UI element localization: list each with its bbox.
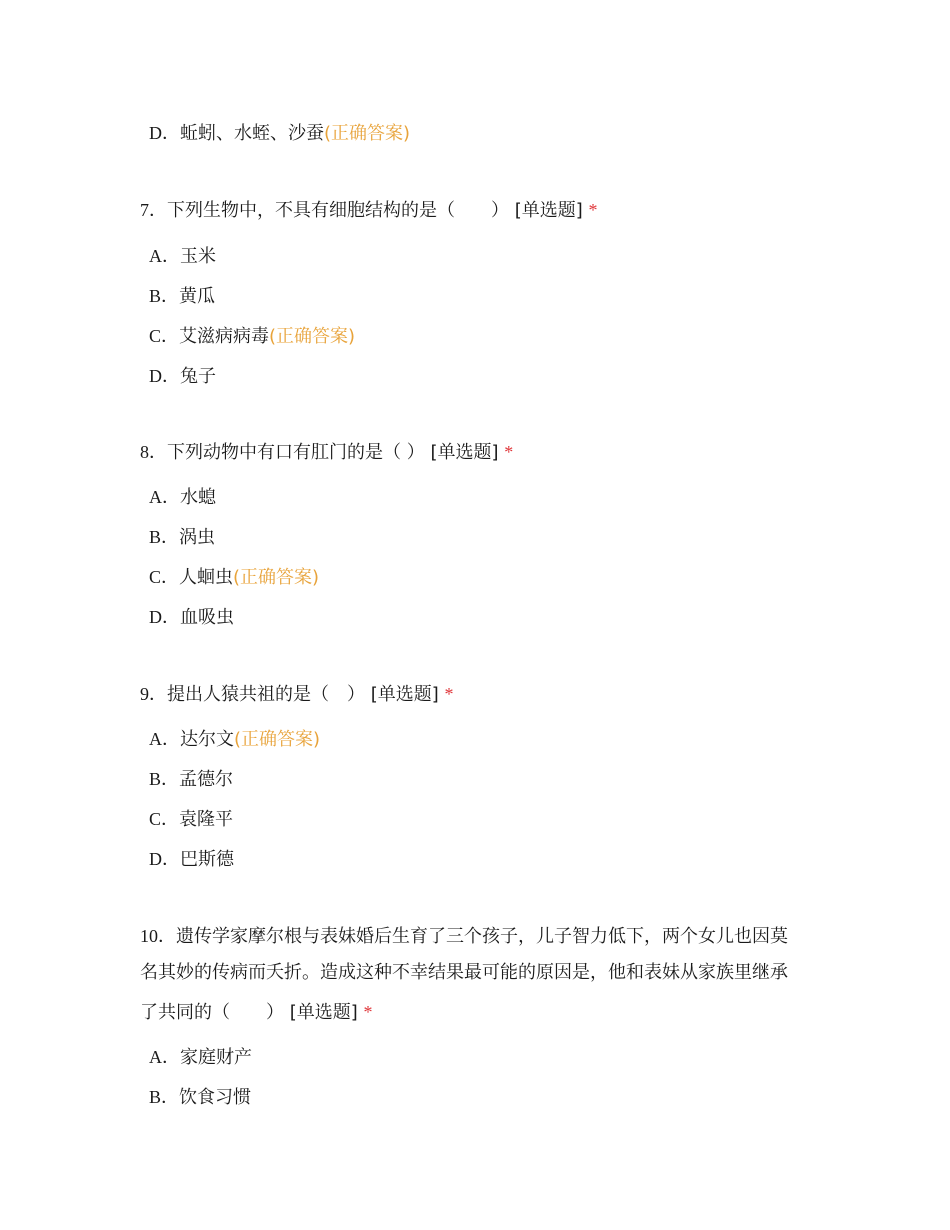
option-text: 饮食习惯 — [179, 1087, 252, 1108]
question-text: 下列生物中，不具有细胞结构的是（ ） — [167, 200, 509, 221]
option-letter: D． — [149, 123, 180, 143]
option-text: 家庭财产 — [180, 1047, 252, 1068]
q6-option-d — [149, 121, 410, 146]
option-text: 血吸虫 — [180, 607, 234, 628]
option-letter: A． — [149, 1047, 180, 1067]
question-8-title — [140, 440, 513, 465]
option-text: 玉米 — [180, 246, 216, 267]
option-letter: D． — [149, 607, 180, 627]
option-text: 兔子 — [180, 366, 216, 387]
q7-option-d — [149, 364, 216, 389]
question-text: 提出人猿共祖的是（ ） — [167, 684, 365, 705]
question-type-tag: [单选题] — [289, 1002, 358, 1023]
question-text: 了共同的（ ） — [140, 1002, 284, 1023]
option-letter: C． — [149, 567, 180, 587]
required-marker: * — [363, 1002, 373, 1022]
question-number: 10． — [140, 926, 176, 946]
correct-answer-marker: (正确答案) — [234, 729, 321, 750]
correct-answer-marker: (正确答案) — [233, 567, 320, 588]
question-10-title-line-3 — [140, 1000, 373, 1025]
option-letter: B． — [149, 1087, 180, 1107]
option-text: 蚯蚓、水蛭、沙蚕 — [180, 123, 324, 144]
option-text: 艾滋病病毒 — [179, 326, 270, 347]
question-type-tag: [单选题] — [514, 200, 583, 221]
option-text: 达尔文 — [180, 729, 234, 750]
q8-option-c — [149, 565, 319, 590]
q10-option-a — [149, 1045, 252, 1070]
q7-option-b — [149, 284, 215, 309]
option-letter: A． — [149, 487, 180, 507]
option-text: 水螅 — [180, 487, 216, 508]
option-letter: A． — [149, 246, 180, 266]
option-letter: A． — [149, 729, 180, 749]
q9-option-a — [149, 727, 320, 752]
correct-answer-marker: (正确答案) — [324, 123, 411, 144]
option-text: 涡虫 — [179, 527, 216, 548]
question-number: 9． — [140, 684, 167, 704]
q10-option-b — [149, 1085, 251, 1110]
question-10-title-line-2 — [140, 961, 788, 985]
option-text: 黄瓜 — [179, 286, 216, 307]
required-marker: * — [444, 684, 454, 704]
q9-option-d — [149, 847, 234, 872]
option-text: 孟德尔 — [179, 769, 234, 790]
q9-option-c — [149, 807, 233, 832]
option-text: 人蛔虫 — [179, 567, 234, 588]
question-9-title — [140, 682, 454, 707]
option-letter: C． — [149, 809, 180, 829]
q7-option-a — [149, 244, 216, 269]
question-text: 名其妙的传病而夭折。造成这种不幸结果最可能的原因是，他和表妹从家族里继承 — [140, 962, 788, 983]
question-type-tag: [单选题] — [430, 442, 499, 463]
question-text: 遗传学家摩尔根与表妹婚后生育了三个孩子，儿子智力低下，两个女儿也因莫 — [176, 926, 788, 947]
question-10-title-line-1 — [140, 924, 788, 949]
required-marker: * — [588, 200, 598, 220]
q8-option-b — [149, 525, 215, 550]
q7-option-c — [149, 324, 355, 349]
question-number: 8． — [140, 442, 167, 462]
q8-option-d — [149, 605, 234, 630]
required-marker: * — [504, 442, 514, 462]
option-letter: B． — [149, 769, 180, 789]
option-letter: D． — [149, 366, 180, 386]
option-text: 袁隆平 — [179, 809, 234, 830]
correct-answer-marker: (正确答案) — [269, 326, 356, 347]
question-7-title — [140, 198, 598, 223]
option-letter: C． — [149, 326, 180, 346]
option-text: 巴斯德 — [180, 849, 234, 870]
q8-option-a — [149, 485, 216, 510]
option-letter: B． — [149, 527, 180, 547]
option-letter: B． — [149, 286, 180, 306]
option-letter: D． — [149, 849, 180, 869]
question-text: 下列动物中有口有肛门的是（ ） — [167, 442, 425, 463]
q9-option-b — [149, 767, 233, 792]
question-type-tag: [单选题] — [370, 684, 439, 705]
question-number: 7． — [140, 200, 167, 220]
